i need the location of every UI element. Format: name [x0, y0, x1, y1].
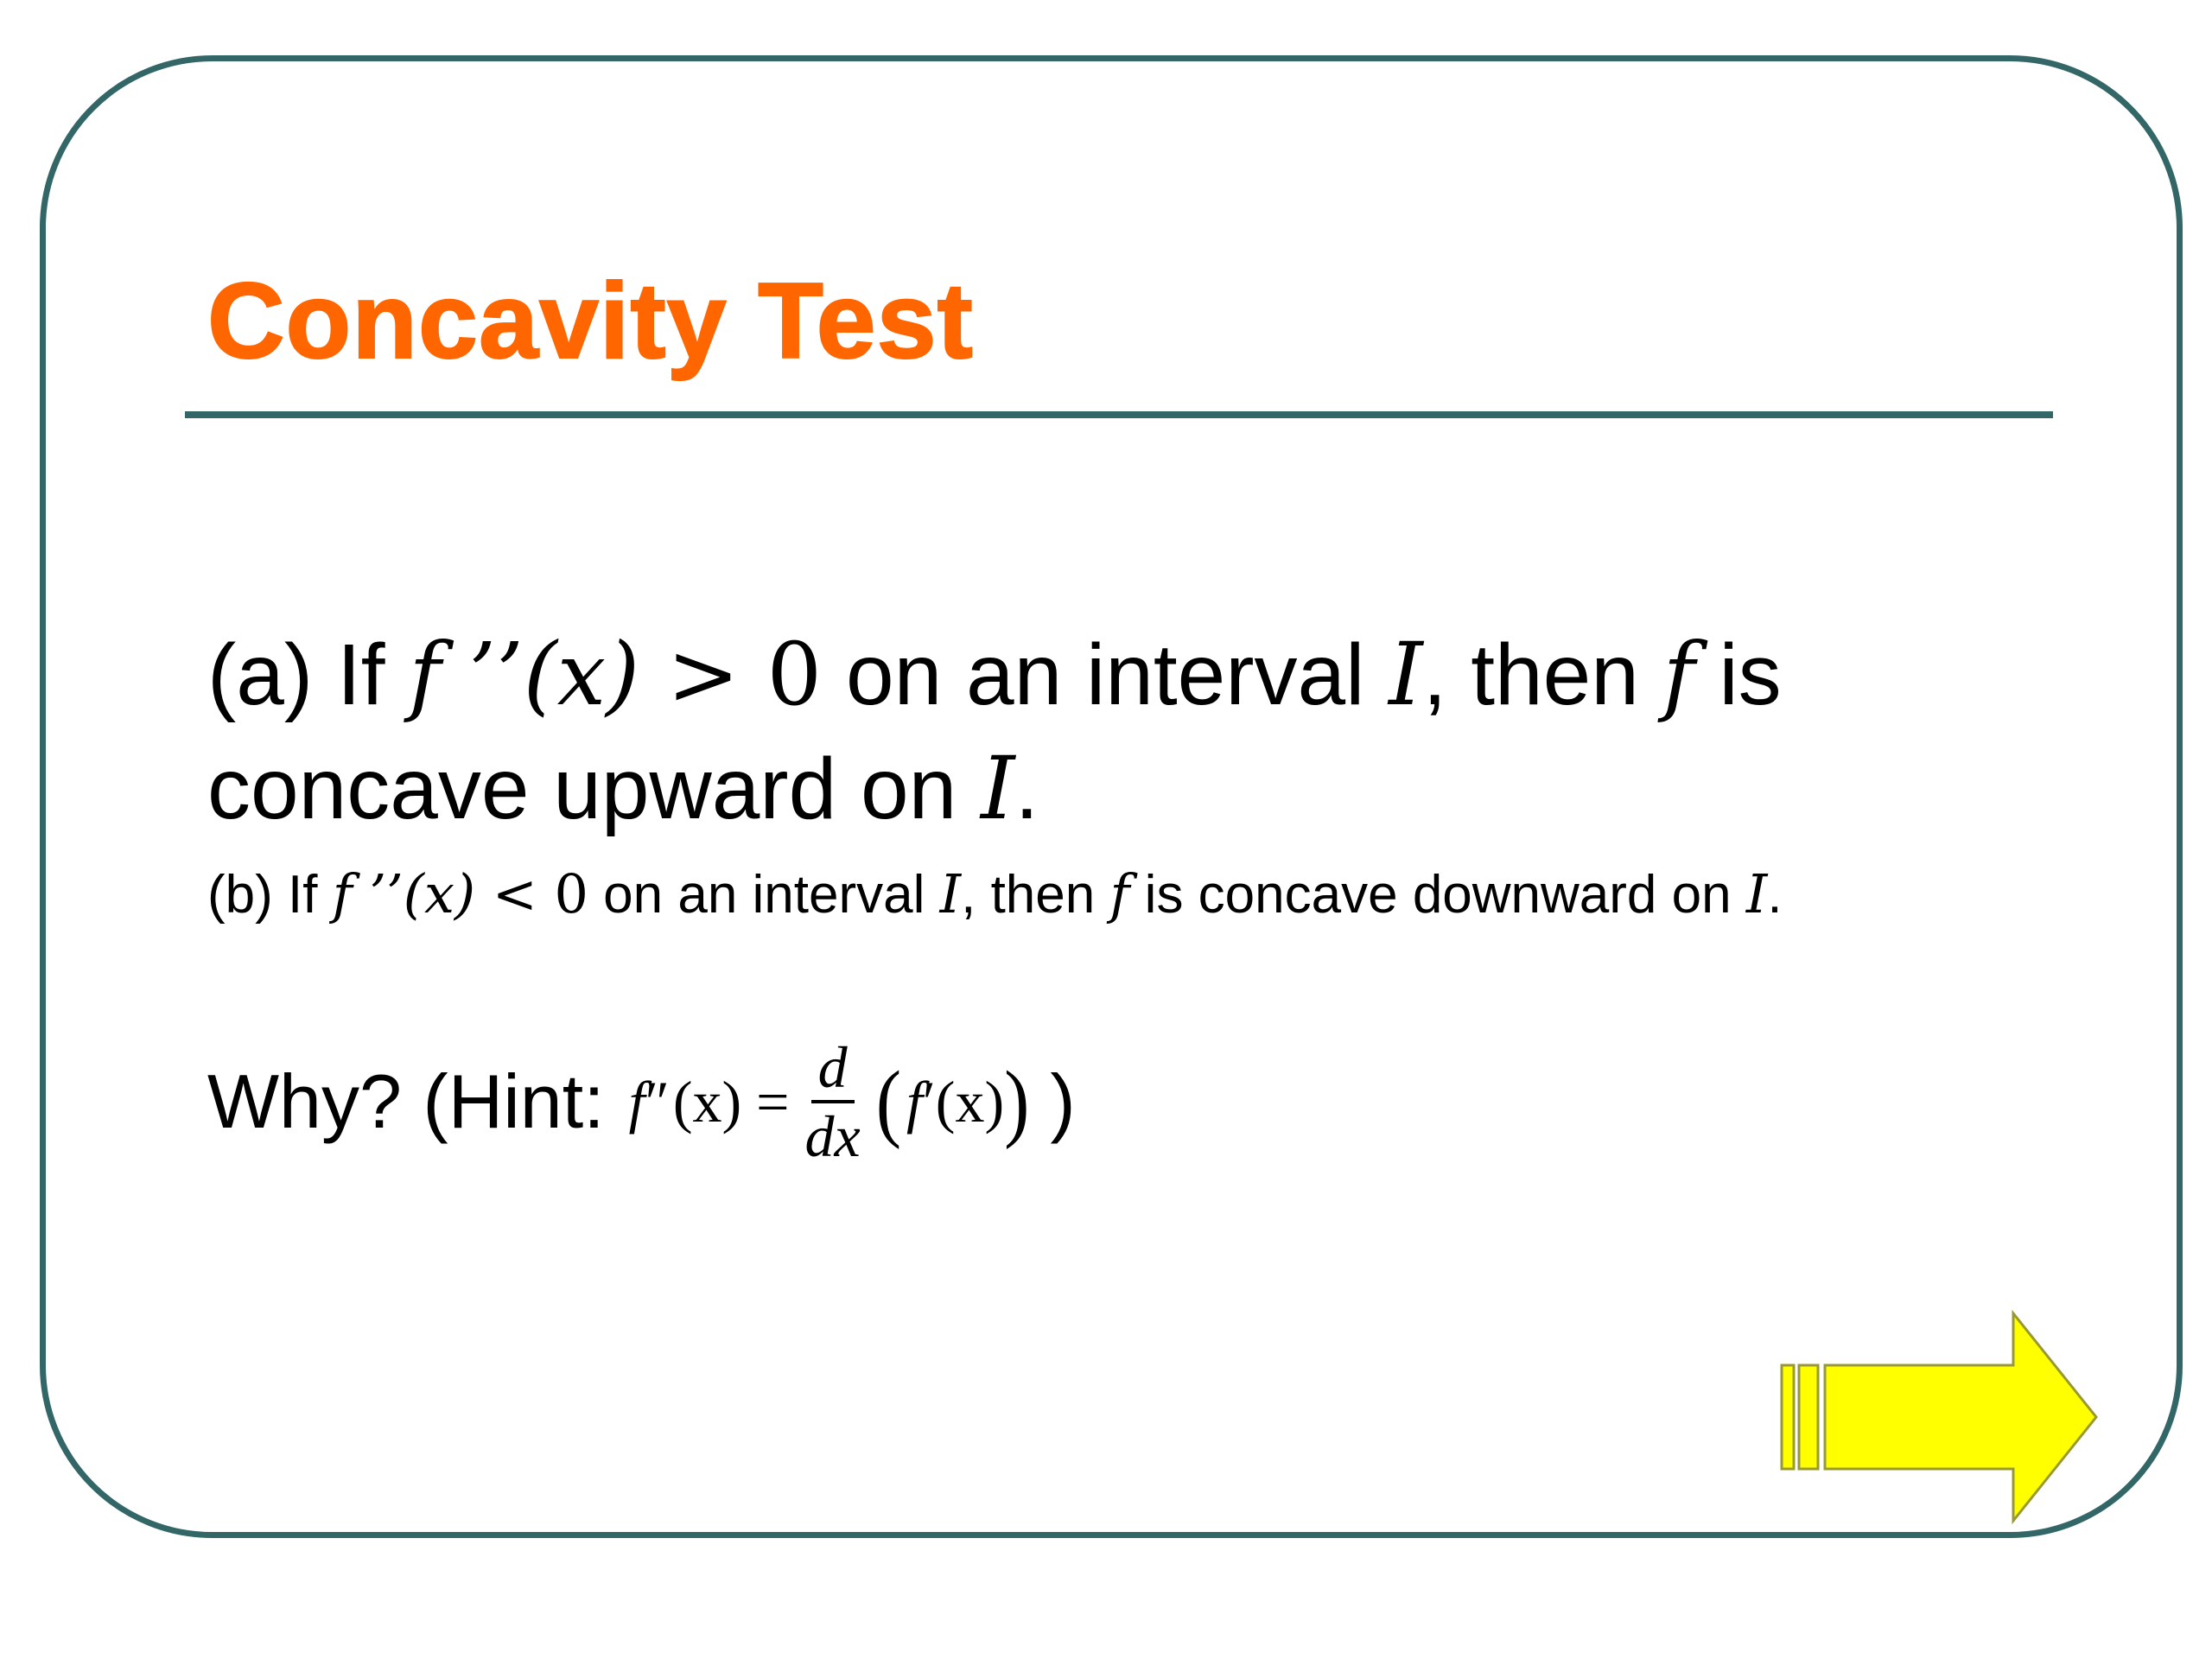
statement-b: [207, 860, 1783, 930]
derivative-fraction: [798, 1034, 868, 1169]
title-divider: [185, 411, 2053, 418]
statement-a-function-2: f: [1662, 624, 1695, 725]
statement-a-interval-2: I: [981, 738, 1015, 839]
slide-title: Concavity Test: [207, 262, 974, 381]
arrow-body: [1825, 1313, 2096, 1521]
statement-b-end: .: [1767, 865, 1783, 925]
fraction-denominator: dx: [804, 1103, 861, 1169]
formula-rhs-prime: ′: [922, 1068, 936, 1135]
statement-a-second-derivative: ’’: [441, 624, 524, 725]
statement-b-mid: on an interval: [588, 865, 940, 925]
statement-b-function-2: f: [1109, 862, 1130, 925]
statement-a-prefix: (a) If: [207, 626, 410, 723]
next-slide-button[interactable]: [1780, 1309, 2100, 1525]
arrow-stripe-2: [1799, 1365, 1818, 1469]
statement-a-tail: is concave upward on: [207, 626, 1782, 837]
formula-lhs-function: f: [628, 1068, 645, 1135]
hint-formula: [629, 1034, 1030, 1169]
statement-b-interval: I: [939, 862, 962, 925]
statement-a-argument: (x): [523, 624, 640, 725]
formula-rhs-argument: (x): [935, 1068, 1005, 1135]
statement-b-relation: < 0: [475, 862, 588, 925]
formula-lhs-argument: (x) =: [672, 1068, 790, 1135]
statement-a-then: , then: [1422, 626, 1663, 723]
formula-close-paren: ): [1004, 1053, 1030, 1150]
formula-lhs-prime: ″: [645, 1068, 670, 1135]
statement-a-end: .: [1014, 741, 1039, 837]
hint-label: Why? (Hint:: [207, 1058, 605, 1144]
hint-close-paren: ): [1050, 1058, 1076, 1144]
hint-line: [207, 1024, 1076, 1179]
statement-b-argument: (x): [403, 862, 476, 925]
arrow-stripe-1: [1782, 1365, 1794, 1469]
statement-b-interval-2: I: [1745, 862, 1768, 925]
statement-a-relation: > 0: [639, 624, 823, 725]
statement-a-function: f: [409, 624, 442, 725]
formula-rhs-function: f: [906, 1068, 923, 1135]
statement-b-prefix: (b) If: [207, 865, 333, 925]
fraction-numerator: d: [811, 1034, 855, 1103]
statement-a: [207, 618, 2039, 846]
statement-b-function: f: [332, 862, 353, 925]
statement-b-second-derivative: ’’: [352, 862, 404, 925]
statement-a-interval: I: [1389, 624, 1423, 725]
statement-b-then: , then: [961, 865, 1110, 925]
statement-a-mid: on an interval: [822, 626, 1389, 723]
formula-open-paren: (: [875, 1053, 902, 1150]
statement-b-tail: is concave downward on: [1129, 865, 1746, 925]
right-arrow-icon: [1780, 1309, 2100, 1525]
